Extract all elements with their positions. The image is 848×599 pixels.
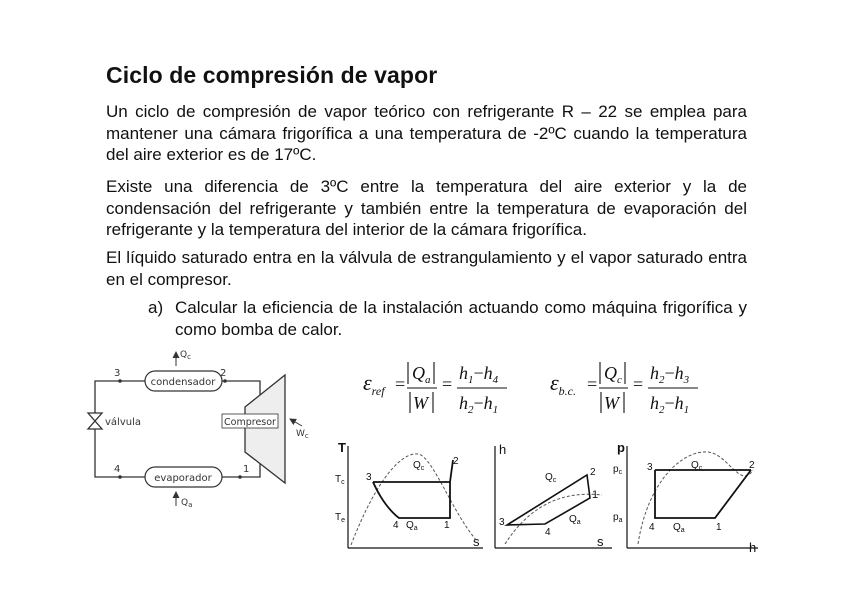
formula-bc: $\varepsilon_{b.c.}$: [550, 370, 576, 398]
svg-text:Qa: $Q_a$: [412, 363, 431, 386]
ts-x-axis: s: [473, 534, 480, 549]
compressor-body: [245, 375, 285, 483]
svg-text:h2−h1: $h_2-h_1$: [459, 393, 499, 416]
ts-node-4: 4: [393, 520, 399, 531]
ts-node-1: 1: [444, 520, 450, 531]
efficiency-formulas: [355, 350, 735, 420]
svg-text:pa: $p_a$: [613, 512, 623, 524]
svg-text:=: =: [442, 374, 453, 394]
qa-label: $Q_a$: [181, 498, 193, 509]
wc-label: $W_c$: [296, 429, 309, 440]
cycle-schematic: [80, 340, 330, 520]
ph-y-axis: p: [617, 440, 625, 455]
hs-node-1: 1: [592, 489, 599, 501]
ph-node-1: 1: [716, 522, 722, 533]
qc-label: $Q_c$: [180, 350, 191, 361]
svg-text:Qa: $Q_a$: [673, 522, 685, 534]
hs-diagram: [487, 440, 617, 555]
svg-text:=: =: [633, 374, 644, 394]
svg-text:Qc: $Q_c$: [545, 472, 557, 484]
hs-y-axis: h: [499, 442, 507, 457]
node-1: 1: [243, 464, 250, 475]
hs-node-4: 4: [545, 527, 551, 538]
ph-diagram: [613, 440, 763, 555]
ph-node-2: 2: [749, 460, 755, 471]
piping-loop: [95, 381, 260, 477]
hs-node-3: 3: [499, 517, 505, 528]
svg-text:W: W: [413, 393, 428, 413]
paragraph-temperature-difference: Existe una diferencia de 3ºC entre la temperatura del aire exterior y la de condensación del refrigerante y también entre la temperatura de evaporación del refrigerante y la temperatura del interior de la cámara frigorífica.: [106, 177, 747, 239]
hs-x-axis: s: [597, 534, 604, 549]
valve-icon: [88, 413, 102, 429]
svg-text:=: =: [587, 374, 598, 394]
svg-text:h2−h1: $h_2-h_1$: [650, 393, 690, 416]
node-3: 3: [114, 368, 121, 379]
ts-y-axis: T: [338, 440, 346, 455]
svg-text:h1−h4: $h_1-h_4$: [459, 363, 499, 386]
ph-x-axis: h: [749, 540, 757, 555]
page-title: Ciclo de compresión de vapor: [106, 62, 438, 88]
formula-ref: $\varepsilon_{ref}$: [363, 370, 385, 398]
svg-text:W: W: [604, 393, 619, 413]
svg-text:Te: $T_e$: [335, 512, 346, 524]
svg-text:Qc: $Q_c$: [413, 460, 425, 472]
node-4: 4: [114, 464, 121, 475]
question-a: [148, 297, 747, 340]
node-2: 2: [220, 368, 227, 379]
svg-text:Qc: $Q_c$: [691, 460, 703, 472]
svg-text:h2−h3: $h_2-h_3$: [650, 363, 690, 386]
ph-node-4: 4: [649, 522, 655, 533]
svg-text:Qa: $Q_a$: [569, 514, 581, 526]
condensador-label: condensador: [150, 377, 216, 388]
ts-node-3: 3: [366, 472, 372, 483]
compressor-label: Compresor: [224, 417, 276, 428]
hs-node-2: 2: [590, 467, 596, 478]
paragraph-saturation: El líquido saturado entra en la válvula de estrangulamiento y el vapor saturado entra en el compresor.: [106, 248, 747, 289]
svg-text:Qa: $Q_a$: [406, 520, 418, 532]
ph-node-3: 3: [647, 462, 653, 473]
svg-text:pc: $p_c$: [613, 464, 623, 476]
valvula-label: válvula: [105, 417, 141, 428]
ts-diagram: [333, 440, 491, 555]
evaporador-label: evaporador: [154, 473, 212, 484]
svg-text:=: =: [395, 374, 406, 394]
svg-text:Tc: $T_c$: [335, 474, 345, 486]
question-label: a): [148, 298, 164, 317]
svg-text:Qc: $Q_c$: [604, 363, 622, 386]
paragraph-statement: Un ciclo de compresión de vapor teórico con refrigerante R – 22 se emplea para mantener una cámara frigorífica a una temperatura de -2ºC cuando la temperatura del aire exterior es de 17ºC.: [106, 102, 747, 164]
ts-node-2: 2: [453, 456, 459, 467]
question-text: Calcular la eficiencia de la instalación actuando como máquina frigorífica y como bomba de calor.: [175, 298, 747, 339]
